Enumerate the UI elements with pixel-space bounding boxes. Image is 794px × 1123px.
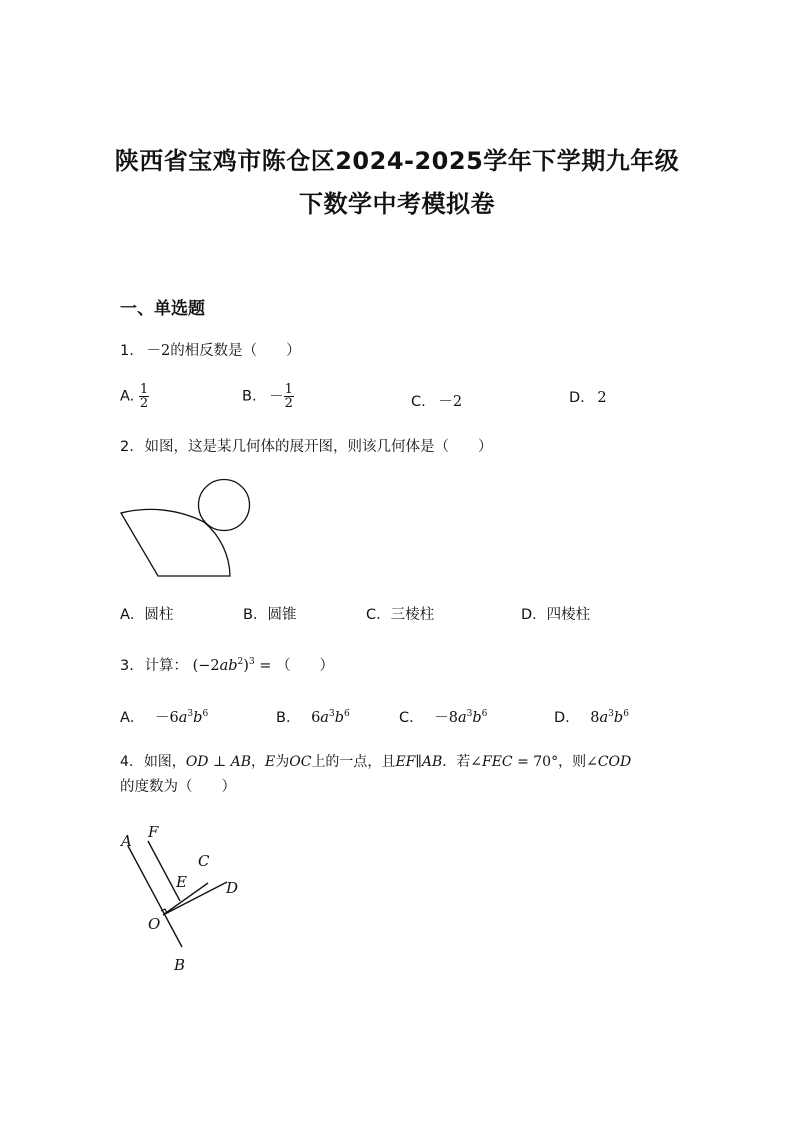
question-number: 3. <box>120 657 134 674</box>
label-f: F <box>148 823 159 841</box>
sector-shape <box>121 509 230 576</box>
question-4-line2: 的度数为（ ） <box>120 779 236 795</box>
q2-option-a[interactable]: A．圆柱 <box>120 607 174 623</box>
label-o: O <box>148 915 161 933</box>
question-number: 2. <box>120 439 134 455</box>
question-expr: －2 <box>146 343 171 359</box>
question-text: 如图，这是某几何体的展开图，则该几何体是（ ） <box>144 439 493 455</box>
label-e: E <box>176 873 187 891</box>
q2-option-d[interactable]: D．四棱柱 <box>521 607 591 623</box>
cone-net-figure <box>110 475 260 585</box>
q3-option-c[interactable]: C． $-8a^3b^6$ <box>399 709 488 726</box>
section-heading: 一、单选题 <box>120 299 205 319</box>
question-2 <box>120 436 492 458</box>
label-d: D <box>226 879 239 897</box>
angle-figure <box>110 820 260 980</box>
math-od-perp-ab: OD <box>185 754 209 770</box>
label-c: C <box>198 852 210 870</box>
label-a: A <box>121 832 132 850</box>
q2-option-b[interactable]: B．圆锥 <box>243 607 297 623</box>
q1-option-b[interactable]: B. － $\frac{1}{2}$ <box>242 382 293 411</box>
q3-option-a[interactable]: A． $-6a^3b^6$ <box>120 709 209 726</box>
question-3: 3. 计算： $(-2ab^2)^3$ = （ ） <box>120 657 335 674</box>
q2-option-c[interactable]: C．三棱柱 <box>366 607 435 623</box>
q1-option-d[interactable]: D. 2 <box>569 390 607 406</box>
question-1 <box>120 340 301 362</box>
math-expression: $(-2ab^2)^3$ = <box>192 657 272 674</box>
exam-title-line2: 下数学中考模拟卷 <box>299 190 495 218</box>
exam-title-line1: 陕西省宝鸡市陈仓区2024-2025学年下学期九年级 <box>114 147 680 175</box>
question-number: 1. <box>120 343 134 359</box>
q1-option-a[interactable]: A. $\frac{1}{2}$ <box>120 382 149 411</box>
base-circle <box>199 480 250 531</box>
q1-option-c[interactable]: C. －2 <box>411 394 463 410</box>
fraction: $\frac{1}{2}$ <box>139 382 149 411</box>
question-4: 4. 如图，OD ⊥ AB，E为OC上的一点，且EF∥AB．若∠FEC = 70°，则∠COD <box>120 754 632 770</box>
q3-option-b[interactable]: B． $6a^3b^6$ <box>276 709 350 726</box>
label-b: B <box>174 956 186 974</box>
question-number: 4. <box>120 754 134 770</box>
q3-option-d[interactable]: D． $8a^3b^6$ <box>554 709 629 726</box>
fraction: $\frac{1}{2}$ <box>284 382 293 411</box>
question-text: 的相反数是（ ） <box>170 343 301 359</box>
